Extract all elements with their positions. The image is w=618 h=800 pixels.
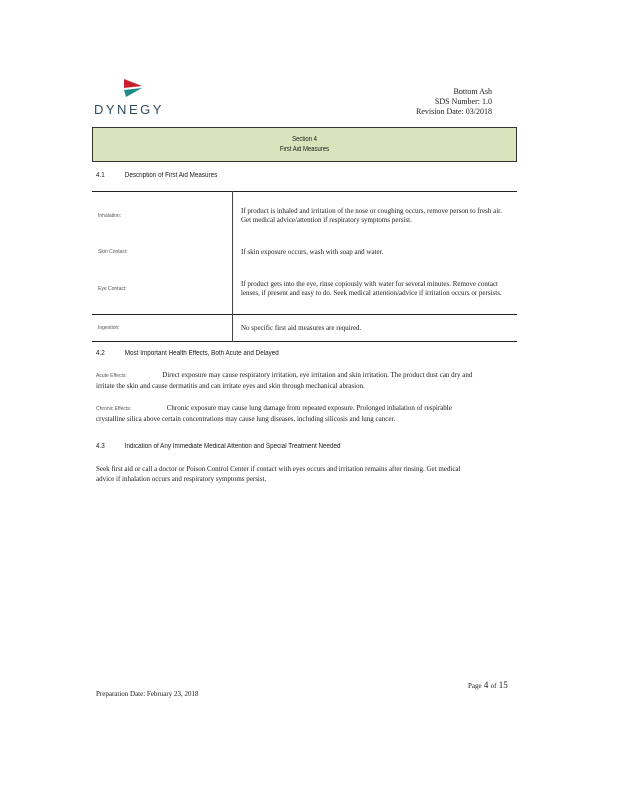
company-name: DYNEGY bbox=[94, 102, 164, 117]
subsection-title: Description of First Aid Measures bbox=[124, 172, 218, 179]
row-label: Eye Contact: bbox=[92, 265, 233, 315]
acute-effects-text: Direct exposure may cause respiratory irritation, eye irritation and skin irritation. The product dust can dry and irritate the skin and cause dermatitis and can irritate eyes and skin through mechanical abrasion. bbox=[96, 371, 473, 390]
section-number: Section 4 bbox=[292, 135, 317, 143]
row-text: No specific first aid measures are required. bbox=[241, 323, 362, 332]
page-label: Page bbox=[468, 682, 482, 690]
row-label: Inhalation: bbox=[92, 192, 233, 240]
subsection-4-2-heading bbox=[96, 350, 279, 357]
acute-effects-paragraph bbox=[96, 370, 476, 391]
document-info bbox=[416, 87, 492, 117]
row-text: If product gets into the eye, rinse copiously with water for several minutes. Remove contact lenses, if present and easy to do. Seek medical attention/advice if irritation occurs or persists. bbox=[241, 280, 502, 298]
preparation-date: Preparation Date: February 23, 2018 bbox=[96, 690, 199, 698]
chronic-effects-text: Chronic exposure may cause lung damage from repeated exposure. Prolonged inhalation of respirable crystalline silica above certain concentrations may cause lung diseases, including silicosis and lung cancer. bbox=[96, 404, 452, 423]
product-name: Bottom Ash bbox=[453, 87, 492, 96]
subsection-number: 4.2 bbox=[96, 350, 105, 357]
subsection-number: 4.3 bbox=[96, 443, 105, 450]
subsection-title: Indication of Any Immediate Medical Attention and Special Treatment Needed bbox=[124, 443, 341, 450]
chronic-effects-label: Chronic Effects: bbox=[96, 406, 132, 412]
subsection-4-1-heading bbox=[96, 172, 217, 179]
table-row bbox=[92, 240, 517, 265]
subsection-number: 4.1 bbox=[96, 172, 105, 179]
dynegy-logo-icon bbox=[122, 78, 144, 98]
row-label: Skin Contact: bbox=[92, 240, 233, 265]
row-text: If product is inhaled and irritation of the nose or coughing occurs, remove person to fresh air. Get medical advice/attention if respiratory symptoms persist. bbox=[241, 206, 502, 224]
subsection-title: Most Important Health Effects, Both Acute and Delayed bbox=[124, 350, 279, 357]
medical-attention-paragraph: Seek first aid or call a doctor or Poison Control Center if contact with eyes occurs and irritation remains after rinsing. Get medical advice if inhalation occurs and respiratory symptoms persist. bbox=[96, 465, 461, 483]
section-header bbox=[92, 127, 517, 162]
table-row bbox=[92, 192, 517, 240]
chronic-effects-paragraph bbox=[96, 403, 476, 424]
subsection-4-3-heading bbox=[96, 443, 341, 450]
total-pages: 15 bbox=[498, 680, 508, 690]
table-row bbox=[92, 315, 517, 342]
company-logo bbox=[94, 78, 174, 117]
sds-number: SDS Number: 1.0 bbox=[434, 97, 492, 106]
of-label: of bbox=[490, 682, 497, 690]
acute-effects-label: Acute Effects: bbox=[96, 373, 127, 379]
current-page: 4 bbox=[483, 680, 489, 690]
row-label: Ingestion: bbox=[92, 315, 233, 342]
page-number bbox=[468, 680, 508, 690]
row-text: If skin exposure occurs, wash with soap and water. bbox=[241, 247, 384, 256]
revision-date: Revision Date: 03/2018 bbox=[416, 107, 492, 116]
first-aid-table bbox=[92, 191, 517, 342]
table-row bbox=[92, 265, 517, 315]
section-title: First Aid Measures bbox=[279, 145, 330, 153]
